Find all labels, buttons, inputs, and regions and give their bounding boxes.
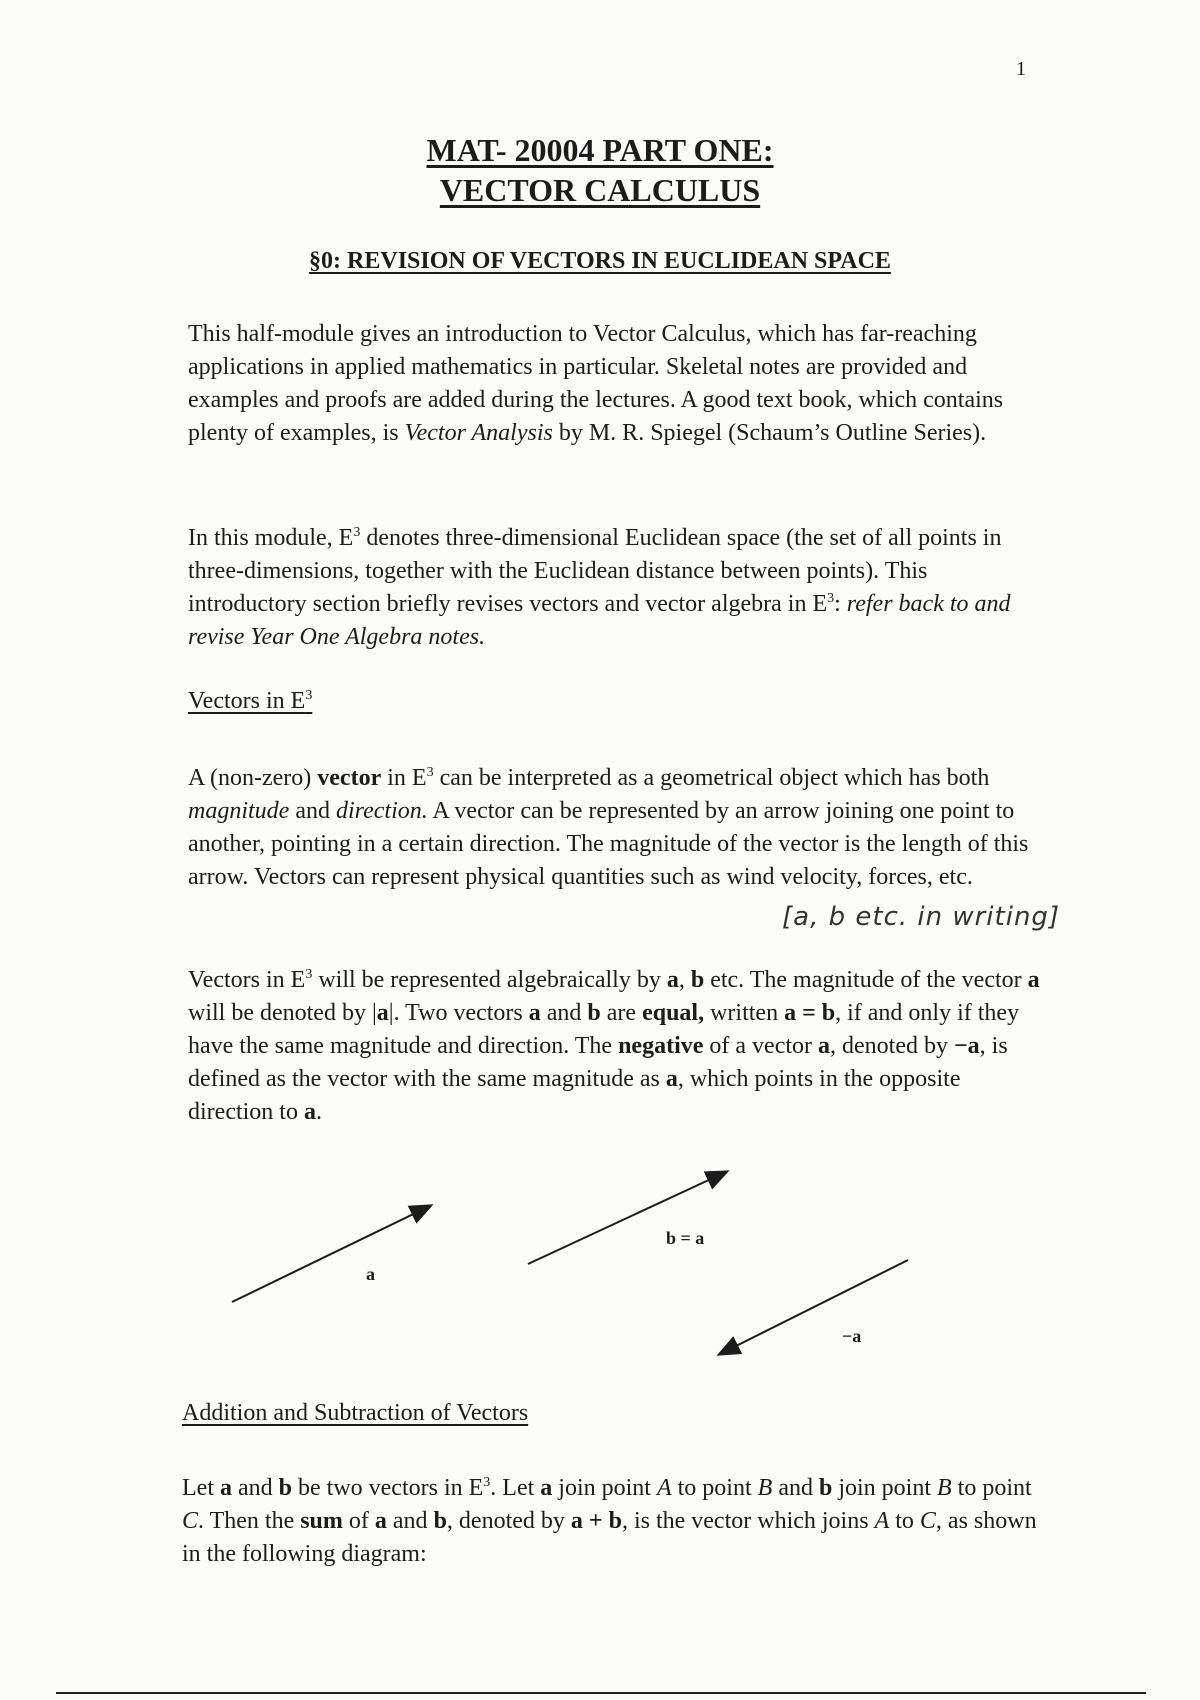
superscript: 3 (305, 688, 313, 703)
symbol-a: a (818, 1033, 830, 1059)
title-line-1: MAT- 20004 PART ONE: (426, 132, 774, 168)
vector-diagram (0, 1160, 1200, 1380)
text: Let (182, 1475, 220, 1501)
intro-paragraph (188, 318, 1048, 450)
text: . (315, 1099, 322, 1125)
term-negative: negative (618, 1033, 704, 1059)
text: , denoted by (446, 1508, 571, 1534)
superscript: 3 (353, 525, 361, 540)
representation-paragraph (188, 964, 1048, 1129)
text: can be interpreted as a geometrical object which has both (433, 765, 990, 791)
superscript: 3 (305, 967, 313, 982)
text: |. Two vectors (388, 1000, 529, 1026)
symbol-a: a (666, 967, 679, 993)
symbol-a: a (303, 1099, 316, 1125)
text: A vector can be represented by an arrow joining one point to another, pointing in a certain direction. The magnitude of the vector is the length of this arrow. Vectors can represent physical quantities such as wind velocity, forces, etc. (188, 798, 1029, 890)
text: to point (951, 1475, 1032, 1501)
text: will be denoted by | (188, 1000, 377, 1026)
point-a: A (874, 1508, 890, 1534)
point-a: A (656, 1475, 672, 1501)
superscript: 3 (827, 591, 835, 606)
text: join point (552, 1475, 657, 1501)
text: of (342, 1508, 375, 1534)
text: and (386, 1508, 434, 1534)
symbol-b: b (433, 1508, 447, 1534)
symbol-a: a (1027, 967, 1040, 993)
symbol-b: b (587, 1000, 601, 1026)
equation-a-plus-b: a + b (570, 1508, 622, 1534)
vector-a-arrow (232, 1206, 430, 1302)
text: in E (381, 765, 427, 791)
text: etc. The magnitude of the vector (704, 967, 1028, 993)
text: written (704, 1000, 785, 1026)
point-c: C (919, 1508, 936, 1534)
text: of a vector (703, 1033, 818, 1059)
book-title: Vector Analysis (404, 420, 553, 446)
text: and (231, 1475, 279, 1501)
superscript: 3 (426, 765, 434, 780)
title-block (0, 130, 1200, 210)
text: to (889, 1508, 920, 1534)
point-c: C (182, 1508, 199, 1534)
term-magnitude: magnitude (188, 798, 290, 824)
symbol-a: a (219, 1475, 232, 1501)
symbol-a: a (665, 1066, 678, 1092)
symbol-b: b (818, 1475, 833, 1501)
equation-a-equals-b: a = b (784, 1000, 836, 1026)
text: and (772, 1475, 819, 1501)
addition-paragraph (182, 1472, 1052, 1571)
title-line-2: VECTOR CALCULUS (439, 172, 761, 208)
point-b: B (937, 1475, 952, 1501)
term-sum: sum (300, 1508, 343, 1534)
text: , denoted by (830, 1033, 954, 1059)
text: be two vectors in E (292, 1475, 484, 1501)
symbol-a: a (528, 1000, 541, 1026)
vector-negative-a-arrow (720, 1260, 908, 1354)
symbol-negative-a: −a (953, 1033, 980, 1059)
label-negative-a: −a (842, 1326, 862, 1346)
term-vector: vector (317, 765, 382, 791)
vector-definition-paragraph (188, 762, 1048, 894)
symbol-a: a (376, 1000, 389, 1026)
module-text-1: In this module, E (188, 525, 354, 551)
text: Vectors in E (188, 967, 306, 993)
symbol-b: b (690, 967, 705, 993)
text: are (600, 1000, 643, 1026)
bottom-rule (56, 1692, 1146, 1694)
revise-note: refer back to and revise Year One Algebra notes. (188, 591, 1011, 650)
text: , as shown in the following diagram: (182, 1508, 1037, 1567)
text: . Let (490, 1475, 541, 1501)
text: to point (671, 1475, 758, 1501)
term-equal: equal, (642, 1000, 705, 1026)
symbol-a: a (540, 1475, 553, 1501)
page-number: 1 (1016, 58, 1026, 80)
vectors-heading-text: Vectors in E (188, 688, 306, 714)
text: . Then the (198, 1508, 301, 1534)
intro-text-2: by M. R. Spiegel (Schaum’s Outline Series). (552, 420, 987, 446)
label-b-equals-a: b = a (666, 1228, 705, 1248)
section-heading: §0: REVISION OF VECTORS IN EUCLIDEAN SPACE (309, 248, 891, 274)
text: will be represented algebraically by (312, 967, 667, 993)
module-paragraph (188, 522, 1048, 654)
text: A (non-zero) (188, 765, 318, 791)
term-direction: direction. (335, 798, 428, 824)
text: , which points in the opposite direction to (188, 1066, 961, 1125)
text: , is the vector which joins (621, 1508, 875, 1534)
text: join point (832, 1475, 937, 1501)
module-text-2: denotes three-dimensional Euclidean space (the set of all points in three-dimensions, together with the Euclidean distance between points). This introductory section briefly revises vectors and vector algebra in E (188, 525, 1002, 617)
text: , if and only if they have the same magnitude and direction. The (188, 1000, 1020, 1059)
text: and (289, 798, 336, 824)
label-a: a (366, 1264, 375, 1284)
handwritten-note: [a, b etc. in writing] (782, 902, 1061, 932)
point-b: B (757, 1475, 773, 1501)
vector-b-arrow (528, 1172, 726, 1264)
symbol-a: a (374, 1508, 387, 1534)
text: and (540, 1000, 588, 1026)
addition-heading: Addition and Subtraction of Vectors (182, 1400, 529, 1426)
intro-text-1: This half-module gives an introduction to Vector Calculus, which has far-reaching applications in applied mathematics in particular. Skeletal notes are provided and examples and proofs are added during the lectures. A good text book, which contains plenty of examples, is (188, 321, 1004, 446)
vectors-heading (188, 688, 312, 715)
module-text-3: : (834, 591, 847, 617)
text: , is defined as the vector with the same magnitude as (188, 1033, 1008, 1092)
superscript: 3 (483, 1475, 491, 1490)
symbol-b: b (278, 1475, 292, 1501)
text: , (678, 967, 691, 993)
